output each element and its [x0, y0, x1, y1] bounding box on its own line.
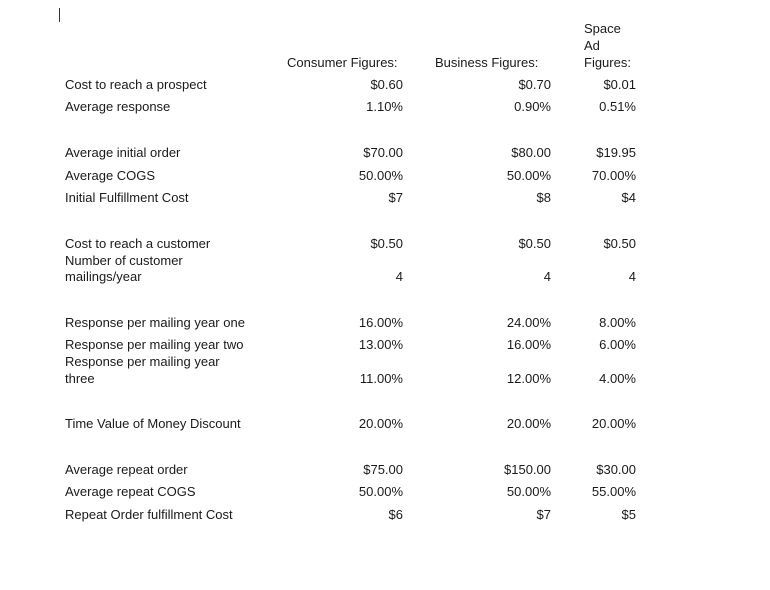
row-label: Response per mailing year one — [65, 315, 245, 330]
space-ad-value: 55.00% — [591, 484, 636, 499]
space-ad-value: $4 — [621, 190, 636, 205]
header-space-ad-line2: Ad — [584, 38, 600, 53]
space-ad-value: 4.00% — [599, 371, 636, 386]
business-value: $150.00 — [504, 462, 551, 477]
space-ad-value: 6.00% — [599, 337, 636, 352]
consumer-value: 1.10% — [366, 99, 403, 114]
consumer-value: 16.00% — [358, 315, 403, 330]
business-value: $0.70 — [518, 77, 551, 92]
space-ad-value: 0.51% — [599, 99, 636, 114]
business-value: 16.00% — [506, 337, 551, 352]
business-value: $0.50 — [518, 236, 551, 251]
space-ad-value: 4 — [628, 269, 636, 284]
text-cursor — [59, 8, 60, 22]
space-ad-value: $30.00 — [596, 462, 636, 477]
business-value: 20.00% — [506, 416, 551, 431]
space-ad-value: $19.95 — [596, 145, 636, 160]
business-value: $80.00 — [511, 145, 551, 160]
consumer-value: 50.00% — [358, 168, 403, 183]
row-label-line2: mailings/year — [65, 269, 142, 284]
row-label-line2: three — [65, 371, 95, 386]
row-label: Average repeat order — [65, 462, 188, 477]
business-value: 12.00% — [506, 371, 551, 386]
consumer-value: $6 — [388, 507, 403, 522]
header-business-figures: Business Figures: — [435, 55, 539, 70]
space-ad-value: 8.00% — [599, 315, 636, 330]
row-label: Response per mailing year two — [65, 337, 244, 352]
consumer-value: 50.00% — [358, 484, 403, 499]
row-label: Average repeat COGS — [65, 484, 196, 499]
row-label: Time Value of Money Discount — [65, 416, 241, 431]
space-ad-value: $0.01 — [603, 77, 636, 92]
consumer-value: 4 — [395, 269, 403, 284]
consumer-value: $75.00 — [363, 462, 403, 477]
space-ad-value: $0.50 — [603, 236, 636, 251]
consumer-value: 20.00% — [358, 416, 403, 431]
header-space-ad-line1: Space — [584, 21, 621, 36]
space-ad-value: 20.00% — [591, 416, 636, 431]
row-label-line1: Response per mailing year — [65, 354, 220, 369]
business-value: 50.00% — [506, 168, 551, 183]
business-value: 4 — [543, 269, 551, 284]
header-space-ad-line3: Figures: — [584, 55, 631, 70]
row-label: Cost to reach a prospect — [65, 77, 207, 92]
consumer-value: $0.50 — [370, 236, 403, 251]
row-label: Cost to reach a customer — [65, 236, 211, 251]
consumer-value: 13.00% — [358, 337, 403, 352]
header-consumer-figures: Consumer Figures: — [287, 55, 398, 70]
row-label: Repeat Order fulfillment Cost — [65, 507, 233, 522]
business-value: 50.00% — [506, 484, 551, 499]
consumer-value: $7 — [388, 190, 403, 205]
row-label: Average initial order — [65, 145, 181, 160]
business-value: 24.00% — [506, 315, 551, 330]
business-value: $8 — [536, 190, 551, 205]
business-value: 0.90% — [514, 99, 551, 114]
space-ad-value: 70.00% — [591, 168, 636, 183]
consumer-value: $0.60 — [370, 77, 403, 92]
consumer-value: 11.00% — [359, 371, 403, 386]
row-label: Initial Fulfillment Cost — [65, 190, 189, 205]
business-value: $7 — [536, 507, 551, 522]
row-label: Average COGS — [65, 168, 156, 183]
row-label-line1: Number of customer — [65, 253, 183, 268]
row-label: Average response — [65, 99, 171, 114]
space-ad-value: $5 — [621, 507, 636, 522]
consumer-value: $70.00 — [363, 145, 403, 160]
